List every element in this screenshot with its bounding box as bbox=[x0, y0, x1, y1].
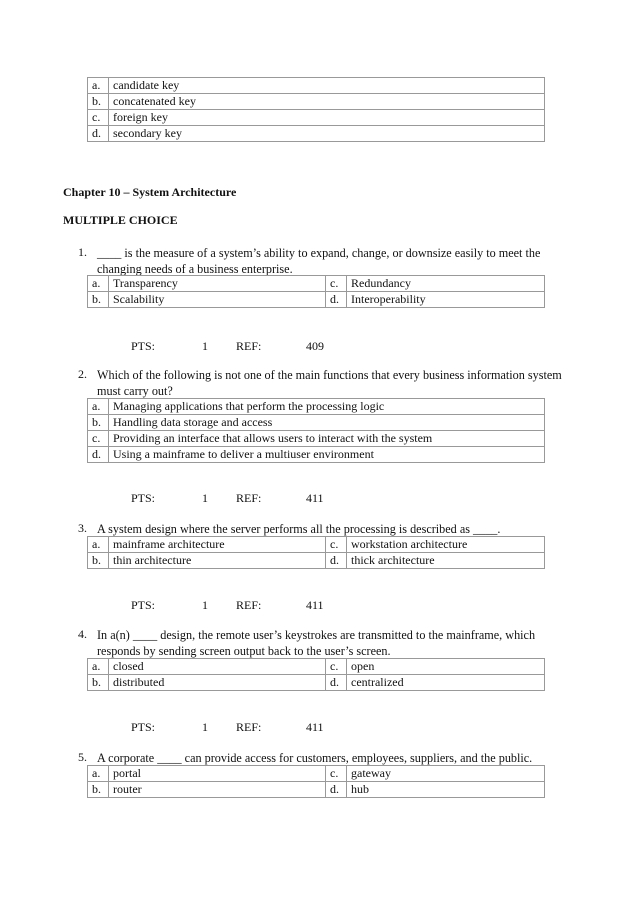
option-text: Handling data storage and access bbox=[109, 415, 545, 431]
option-letter: d. bbox=[326, 782, 347, 798]
pts-label: PTS: bbox=[131, 339, 156, 353]
option-letter: b. bbox=[88, 415, 109, 431]
option-letter: d. bbox=[326, 675, 347, 691]
question-options bbox=[87, 398, 545, 463]
question-text: In a(n) ____ design, the remote user’s keystrokes are transmitted to the mainframe, which responds by sending screen output back to the user’s screen. bbox=[97, 628, 536, 658]
option-letter: a. bbox=[88, 766, 109, 782]
option-row bbox=[88, 431, 545, 447]
option-row bbox=[88, 78, 545, 94]
option-letter: c. bbox=[326, 766, 347, 782]
question-options bbox=[87, 658, 545, 691]
pts-label: PTS: bbox=[131, 720, 156, 734]
option-row bbox=[88, 782, 545, 798]
option-letter: a. bbox=[88, 537, 109, 553]
option-text: Interoperability bbox=[347, 292, 545, 308]
question-text: A system design where the server performs all the processing is described as ____. bbox=[97, 522, 501, 536]
option-text: secondary key bbox=[109, 126, 545, 142]
option-row bbox=[88, 292, 545, 308]
option-letter: c. bbox=[326, 659, 347, 675]
option-text: hub bbox=[347, 782, 545, 798]
question-text: A corporate ____ can provide access for customers, employees, suppliers, and the public. bbox=[97, 751, 533, 765]
question-number: 1. bbox=[78, 245, 87, 259]
option-row bbox=[88, 675, 545, 691]
option-row bbox=[88, 537, 545, 553]
option-letter: c. bbox=[88, 431, 109, 447]
question-text: Which of the following is not one of the main functions that every business information system must carry out? bbox=[97, 368, 562, 398]
question-number: 5. bbox=[78, 750, 87, 764]
option-row bbox=[88, 659, 545, 675]
option-text: closed bbox=[109, 659, 326, 675]
option-row bbox=[88, 415, 545, 431]
option-text: thick architecture bbox=[347, 553, 545, 569]
option-text: Using a mainframe to deliver a multiuser environment bbox=[109, 447, 545, 463]
section-title: MULTIPLE CHOICE bbox=[63, 213, 178, 227]
option-text: centralized bbox=[347, 675, 545, 691]
option-text: concatenated key bbox=[109, 94, 545, 110]
pts-label: PTS: bbox=[131, 598, 156, 612]
option-text: thin architecture bbox=[109, 553, 326, 569]
question-number: 4. bbox=[78, 627, 87, 641]
question-number: 3. bbox=[78, 521, 87, 535]
ref-label: REF: bbox=[236, 720, 262, 734]
question-options bbox=[87, 275, 545, 308]
option-row bbox=[88, 276, 545, 292]
chapter-title: Chapter 10 – System Architecture bbox=[63, 185, 237, 199]
ref-label: REF: bbox=[236, 491, 262, 505]
option-row bbox=[88, 447, 545, 463]
ref-value: 411 bbox=[306, 491, 324, 505]
option-text: workstation architecture bbox=[347, 537, 545, 553]
pts-value: 1 bbox=[202, 491, 208, 505]
option-text: gateway bbox=[347, 766, 545, 782]
question-text: ____ is the measure of a system’s ability to expand, change, or downsize easily to meet the changing needs of a business enterprise. bbox=[97, 246, 541, 276]
option-text: Transparency bbox=[109, 276, 326, 292]
option-text: distributed bbox=[109, 675, 326, 691]
question-number: 2. bbox=[78, 367, 87, 381]
option-text: portal bbox=[109, 766, 326, 782]
option-letter: d. bbox=[88, 447, 109, 463]
ref-label: REF: bbox=[236, 339, 262, 353]
option-letter: a. bbox=[88, 78, 109, 94]
option-letter: b. bbox=[88, 675, 109, 691]
option-row bbox=[88, 399, 545, 415]
ref-value: 409 bbox=[306, 339, 324, 353]
option-letter: b. bbox=[88, 782, 109, 798]
option-text: mainframe architecture bbox=[109, 537, 326, 553]
option-letter: a. bbox=[88, 399, 109, 415]
option-text: open bbox=[347, 659, 545, 675]
top-options-table bbox=[87, 77, 545, 142]
option-row bbox=[88, 110, 545, 126]
pts-label: PTS: bbox=[131, 491, 156, 505]
ref-value: 411 bbox=[306, 598, 324, 612]
question-options bbox=[87, 536, 545, 569]
option-letter: d. bbox=[326, 292, 347, 308]
option-text: Redundancy bbox=[347, 276, 545, 292]
option-row bbox=[88, 94, 545, 110]
option-letter: c. bbox=[88, 110, 109, 126]
option-text: Providing an interface that allows users to interact with the system bbox=[109, 431, 545, 447]
option-letter: b. bbox=[88, 553, 109, 569]
pts-value: 1 bbox=[202, 598, 208, 612]
option-letter: c. bbox=[326, 276, 347, 292]
option-row bbox=[88, 553, 545, 569]
pts-value: 1 bbox=[202, 720, 208, 734]
option-letter: a. bbox=[88, 659, 109, 675]
ref-value: 411 bbox=[306, 720, 324, 734]
option-letter: b. bbox=[88, 94, 109, 110]
option-letter: a. bbox=[88, 276, 109, 292]
pts-value: 1 bbox=[202, 339, 208, 353]
option-text: foreign key bbox=[109, 110, 545, 126]
option-text: candidate key bbox=[109, 78, 545, 94]
ref-label: REF: bbox=[236, 598, 262, 612]
option-letter: c. bbox=[326, 537, 347, 553]
option-letter: d. bbox=[326, 553, 347, 569]
option-text: router bbox=[109, 782, 326, 798]
option-letter: d. bbox=[88, 126, 109, 142]
question-options bbox=[87, 765, 545, 798]
option-row bbox=[88, 766, 545, 782]
option-text: Scalability bbox=[109, 292, 326, 308]
option-row bbox=[88, 126, 545, 142]
option-letter: b. bbox=[88, 292, 109, 308]
option-text: Managing applications that perform the processing logic bbox=[109, 399, 545, 415]
